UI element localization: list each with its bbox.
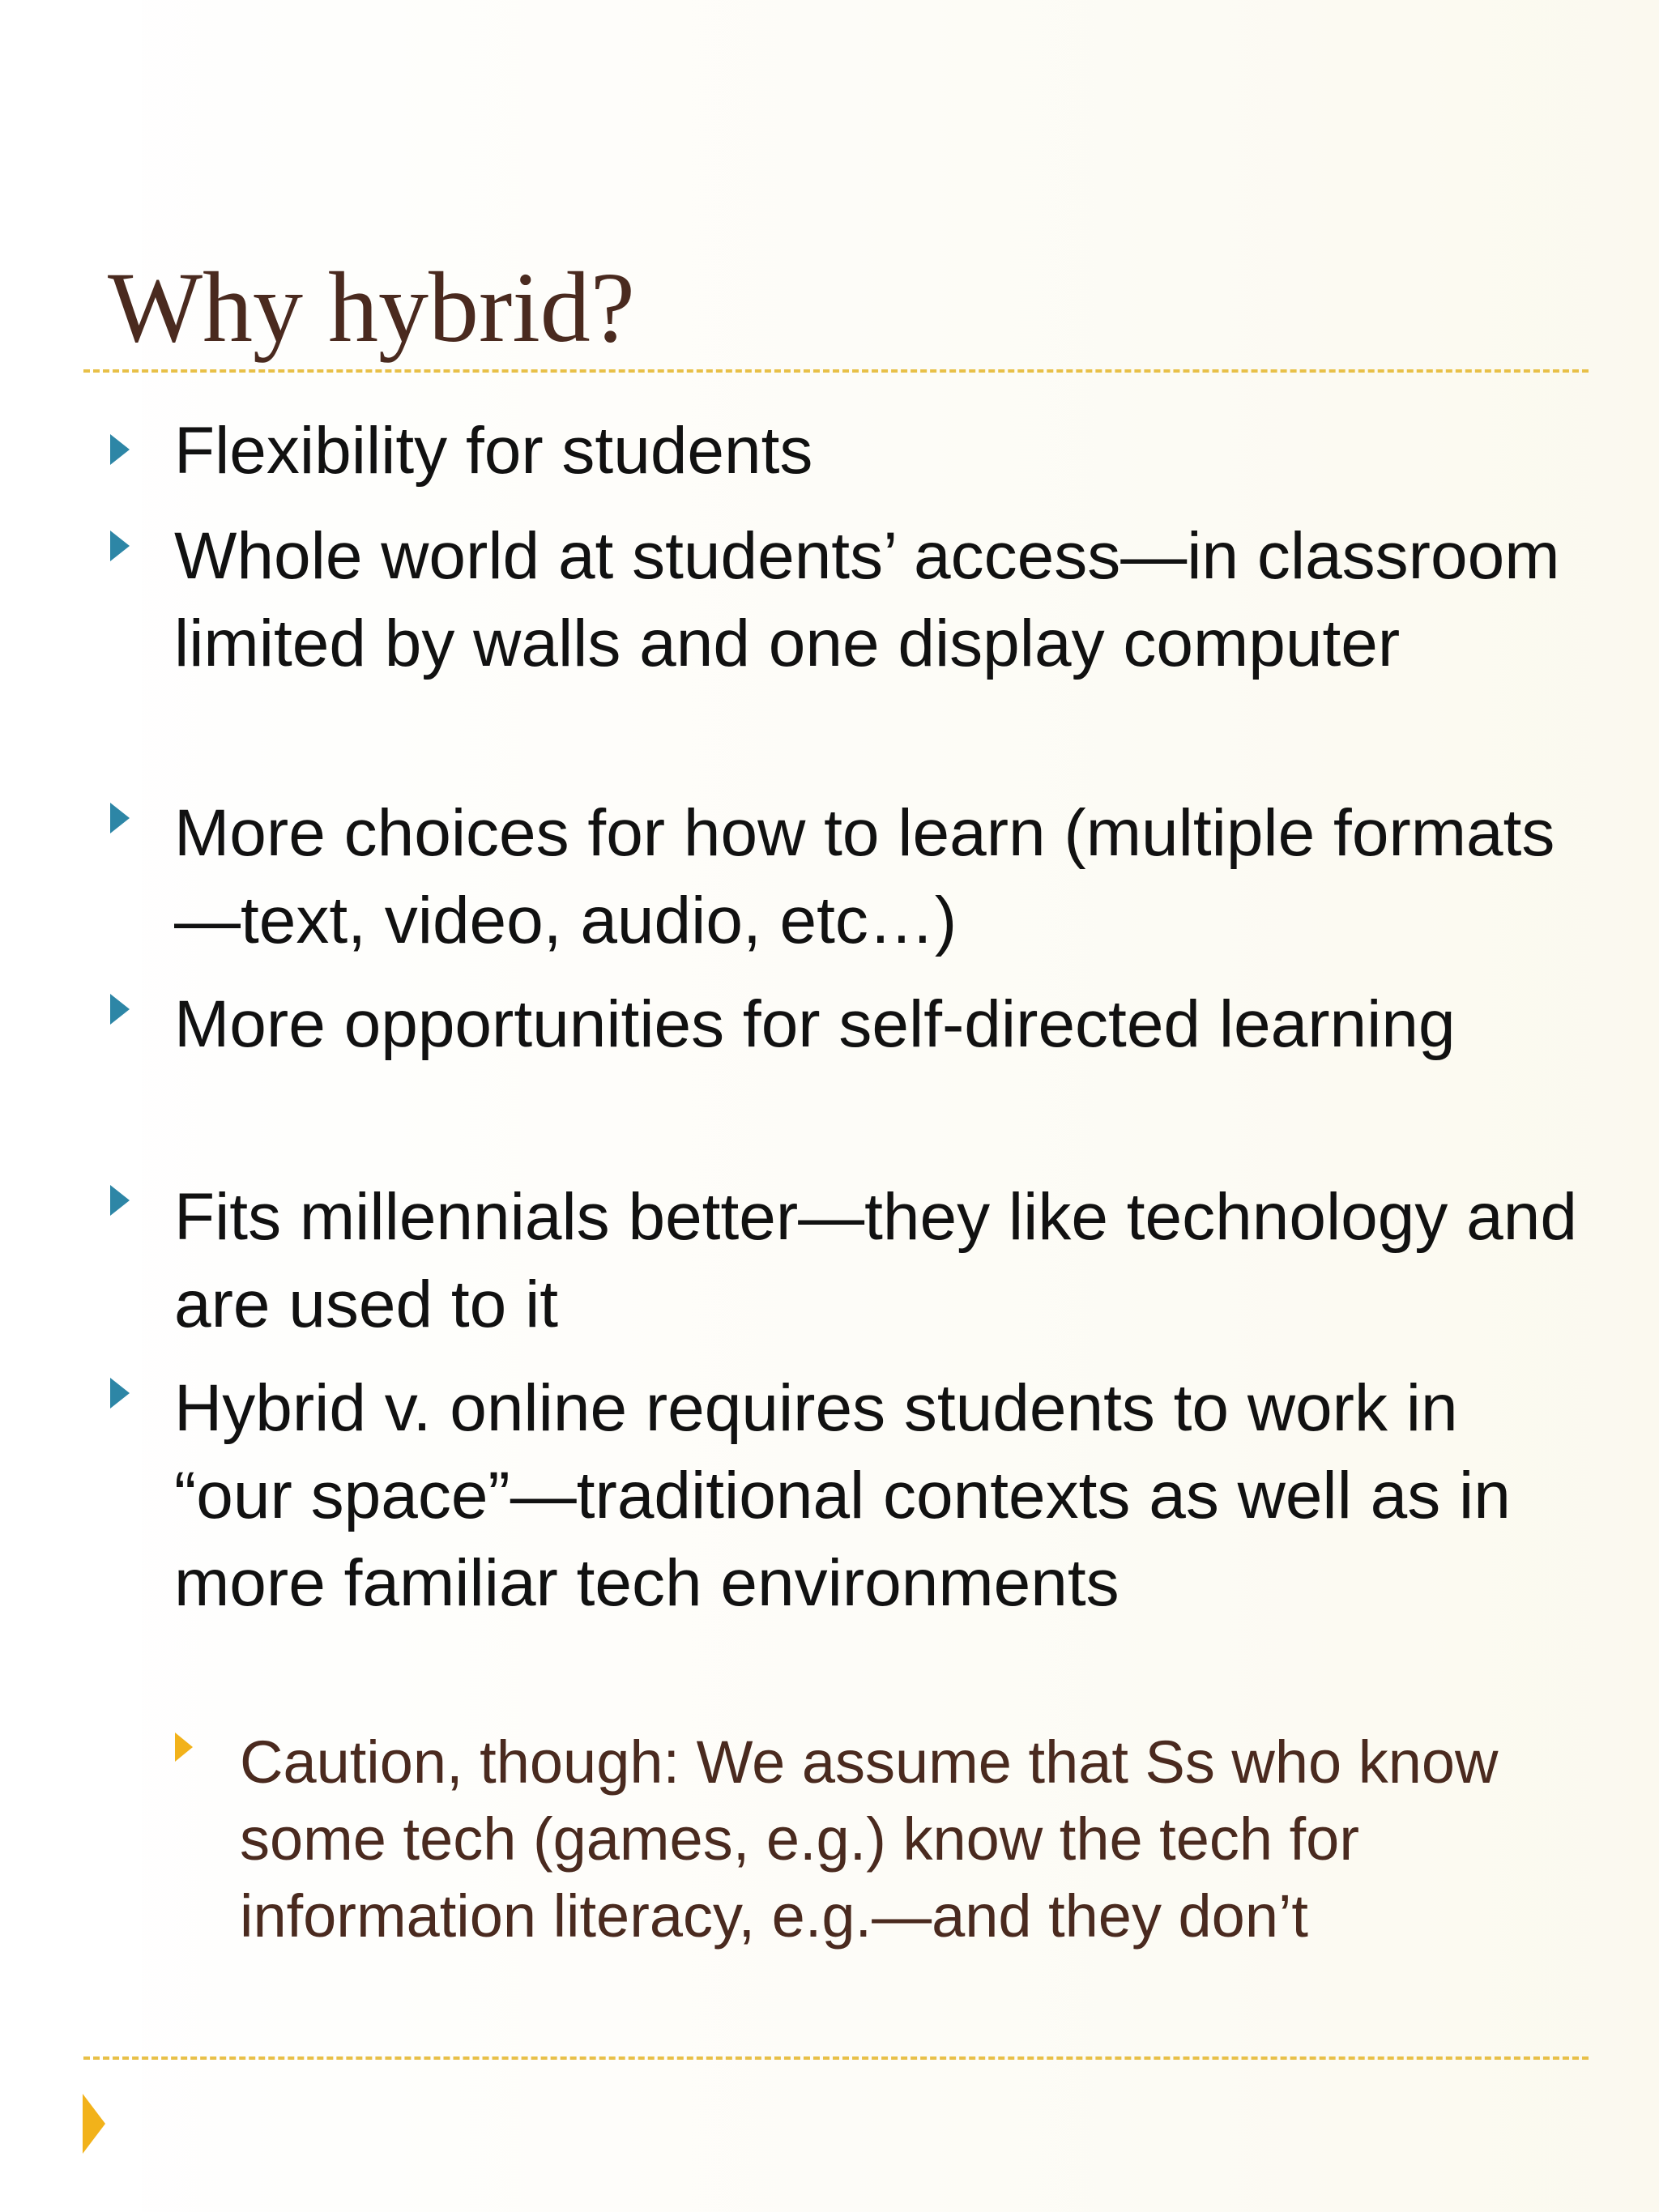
bullet-item: Flexibility for students <box>174 414 813 488</box>
footer-divider <box>83 2056 1589 2060</box>
bullet-arrow-icon <box>110 1378 130 1409</box>
bullet-arrow-icon <box>110 434 130 465</box>
bullet-item: Fits millennials better—they like technology and are used to it <box>174 1180 1577 1341</box>
bullet-item: Whole world at students’ access—in classroom limited by walls and one display computer <box>174 519 1560 680</box>
bullet-arrow-icon <box>110 803 130 833</box>
title-divider <box>83 369 1589 373</box>
slide-title: Why hybrid? <box>108 252 635 363</box>
bullet-arrow-icon <box>110 994 130 1025</box>
bullet-item: Hybrid v. online requires students to work in “our space”—traditional contexts as well as in more familiar tech environments <box>174 1371 1511 1620</box>
bullet-item: More opportunities for self-directed learning <box>174 987 1456 1061</box>
sub-bullet-arrow-icon <box>175 1733 193 1762</box>
sub-bullet-item: Caution, though: We assume that Ss who know some tech (games, e.g.) know the tech for information literacy, e.g.—and they don’t <box>240 1728 1499 1950</box>
corner-triangle-icon <box>83 2094 105 2154</box>
bullet-arrow-icon <box>110 531 130 561</box>
bullet-arrow-icon <box>110 1185 130 1216</box>
bullet-item: More choices for how to learn (multiple formats—text, video, audio, etc…) <box>174 796 1555 957</box>
